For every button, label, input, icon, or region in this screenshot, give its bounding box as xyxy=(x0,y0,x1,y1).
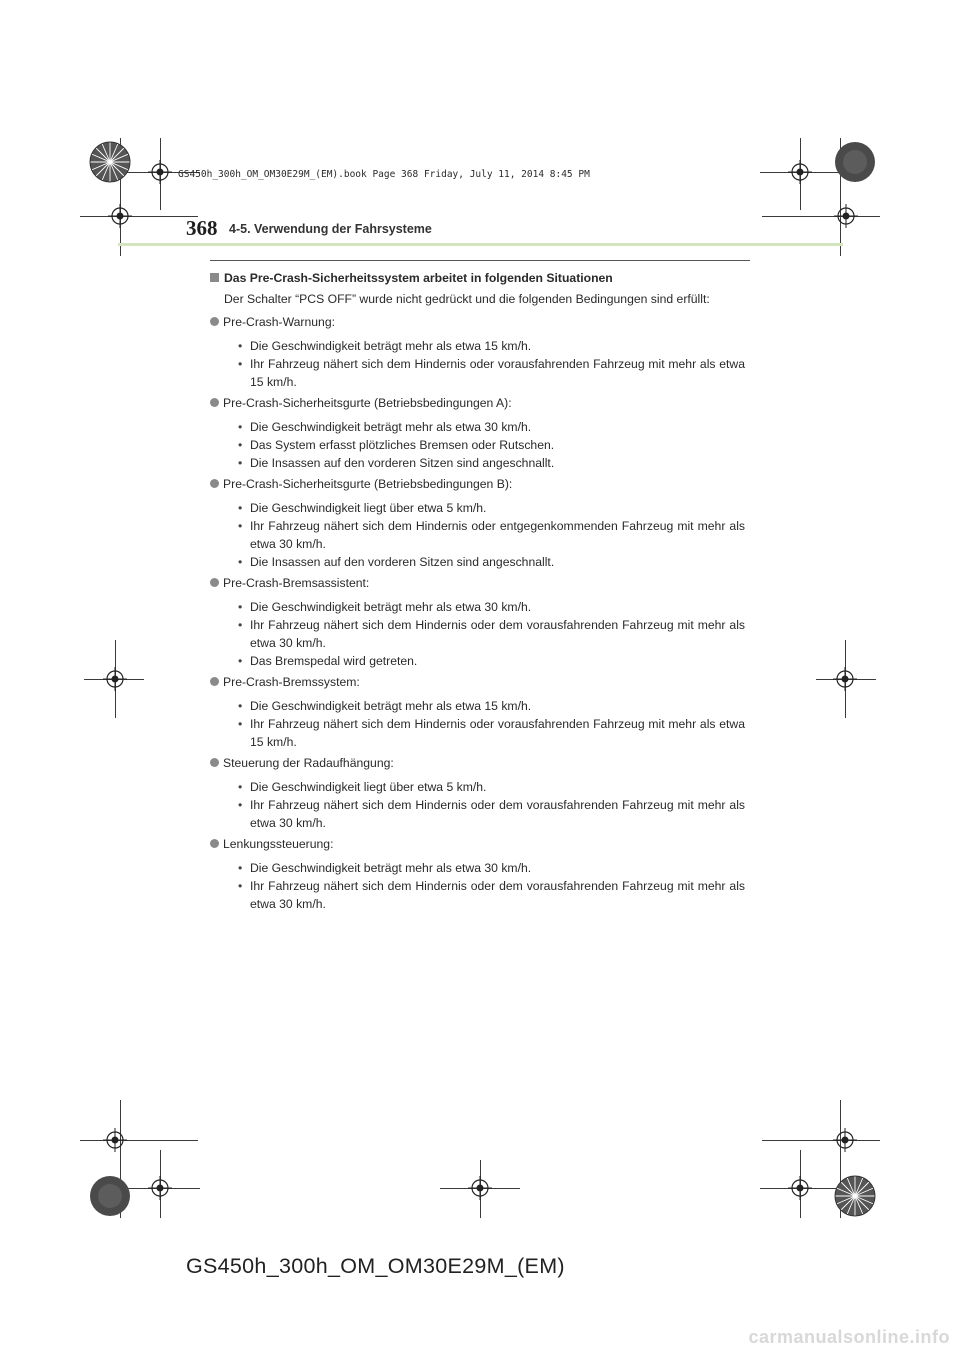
registration-crosshair-icon xyxy=(834,204,858,228)
list-item: • Die Geschwindigkeit liegt über etwa 5 km/h. xyxy=(210,778,750,796)
condition-block xyxy=(210,475,750,571)
circle-bullet-icon xyxy=(210,758,219,767)
list-item: • Die Geschwindigkeit beträgt mehr als etwa 30 km/h. xyxy=(210,598,750,616)
registration-crosshair-icon xyxy=(833,1128,857,1152)
condition-title: Pre-Crash-Sicherheitsgurte (Betriebsbedingungen B): xyxy=(210,475,750,493)
list-item: • Die Insassen auf den vorderen Sitzen sind angeschnallt. xyxy=(210,454,750,472)
registration-crosshair-icon xyxy=(468,1176,492,1200)
list-item: • Ihr Fahrzeug nähert sich dem Hindernis oder vorausfahrenden Fahrzeug mit mehr als etwa 15 km/h. xyxy=(210,715,750,751)
solid-target-icon xyxy=(833,140,877,184)
condition-block xyxy=(210,673,750,751)
list-item: • Die Geschwindigkeit beträgt mehr als etwa 15 km/h. xyxy=(210,337,750,355)
list-item: • Die Geschwindigkeit beträgt mehr als etwa 30 km/h. xyxy=(210,859,750,877)
circle-bullet-icon xyxy=(210,317,219,326)
starburst-target-icon xyxy=(833,1174,877,1218)
list-item: • Das Bremspedal wird getreten. xyxy=(210,652,750,670)
registration-crosshair-icon xyxy=(833,667,857,691)
section-title: 4-5. Verwendung der Fahrsysteme xyxy=(229,222,432,236)
circle-bullet-icon xyxy=(210,479,219,488)
circle-bullet-icon xyxy=(210,578,219,587)
registration-crosshair-icon xyxy=(108,204,132,228)
list-item: • Ihr Fahrzeug nähert sich dem Hindernis oder dem vorausfahrenden Fahrzeug mit mehr als etwa 30 km/h. xyxy=(210,616,750,652)
registration-crosshair-icon xyxy=(103,667,127,691)
circle-bullet-icon xyxy=(210,839,219,848)
header-rule xyxy=(118,243,843,246)
registration-crosshair-icon xyxy=(148,160,172,184)
condition-title: Pre-Crash-Sicherheitsgurte (Betriebsbedingungen A): xyxy=(210,394,750,412)
section-heading: Das Pre-Crash-Sicherheitssystem arbeitet in folgenden Situationen xyxy=(210,269,750,287)
registration-crosshair-icon xyxy=(103,1128,127,1152)
watermark: carmanualsonline.info xyxy=(748,1327,950,1347)
intro-text: Der Schalter “PCS OFF” wurde nicht gedrückt und die folgenden Bedingungen sind erfüllt: xyxy=(224,292,710,306)
condition-title: Steuerung der Radaufhängung: xyxy=(210,754,750,772)
condition-block xyxy=(210,754,750,832)
registration-crosshair-icon xyxy=(148,1176,172,1200)
list-item: • Die Insassen auf den vorderen Sitzen sind angeschnallt. xyxy=(210,553,750,571)
book-info-line: GS450h_300h_OM_OM30E29M_(EM).book Page 368 Friday, July 11, 2014 8:45 PM xyxy=(178,169,590,180)
condition-block xyxy=(210,574,750,670)
condition-block xyxy=(210,835,750,913)
list-item: • Ihr Fahrzeug nähert sich dem Hindernis oder dem vorausfahrenden Fahrzeug mit mehr als etwa 30 km/h. xyxy=(210,877,750,913)
content-body xyxy=(210,269,750,916)
content-rule xyxy=(210,260,750,261)
footer-manual-code: GS450h_300h_OM_OM30E29M_(EM) xyxy=(186,1254,565,1278)
list-item: • Die Geschwindigkeit beträgt mehr als etwa 30 km/h. xyxy=(210,418,750,436)
list-item: • Die Geschwindigkeit beträgt mehr als etwa 15 km/h. xyxy=(210,697,750,715)
list-item: • Die Geschwindigkeit liegt über etwa 5 km/h. xyxy=(210,499,750,517)
list-item: • Ihr Fahrzeug nähert sich dem Hindernis oder entgegenkommenden Fahrzeug mit mehr als etwa 30 km/h. xyxy=(210,517,750,553)
circle-bullet-icon xyxy=(210,398,219,407)
square-bullet-icon xyxy=(210,273,219,282)
solid-target-icon xyxy=(88,1174,132,1218)
condition-title: Pre-Crash-Bremsassistent: xyxy=(210,574,750,592)
condition-block xyxy=(210,394,750,472)
list-item: • Das System erfasst plötzliches Bremsen oder Rutschen. xyxy=(210,436,750,454)
list-item: • Ihr Fahrzeug nähert sich dem Hindernis oder vorausfahrenden Fahrzeug mit mehr als etwa 15 km/h. xyxy=(210,355,750,391)
condition-title: Lenkungssteuerung: xyxy=(210,835,750,853)
condition-block xyxy=(210,313,750,391)
list-item: • Ihr Fahrzeug nähert sich dem Hindernis oder dem vorausfahrenden Fahrzeug mit mehr als etwa 30 km/h. xyxy=(210,796,750,832)
registration-crosshair-icon xyxy=(788,160,812,184)
page-number: 368 xyxy=(186,216,218,240)
registration-crosshair-icon xyxy=(788,1176,812,1200)
condition-title: Pre-Crash-Warnung: xyxy=(210,313,750,331)
starburst-target-icon xyxy=(88,140,132,184)
circle-bullet-icon xyxy=(210,677,219,686)
condition-title: Pre-Crash-Bremssystem: xyxy=(210,673,750,691)
